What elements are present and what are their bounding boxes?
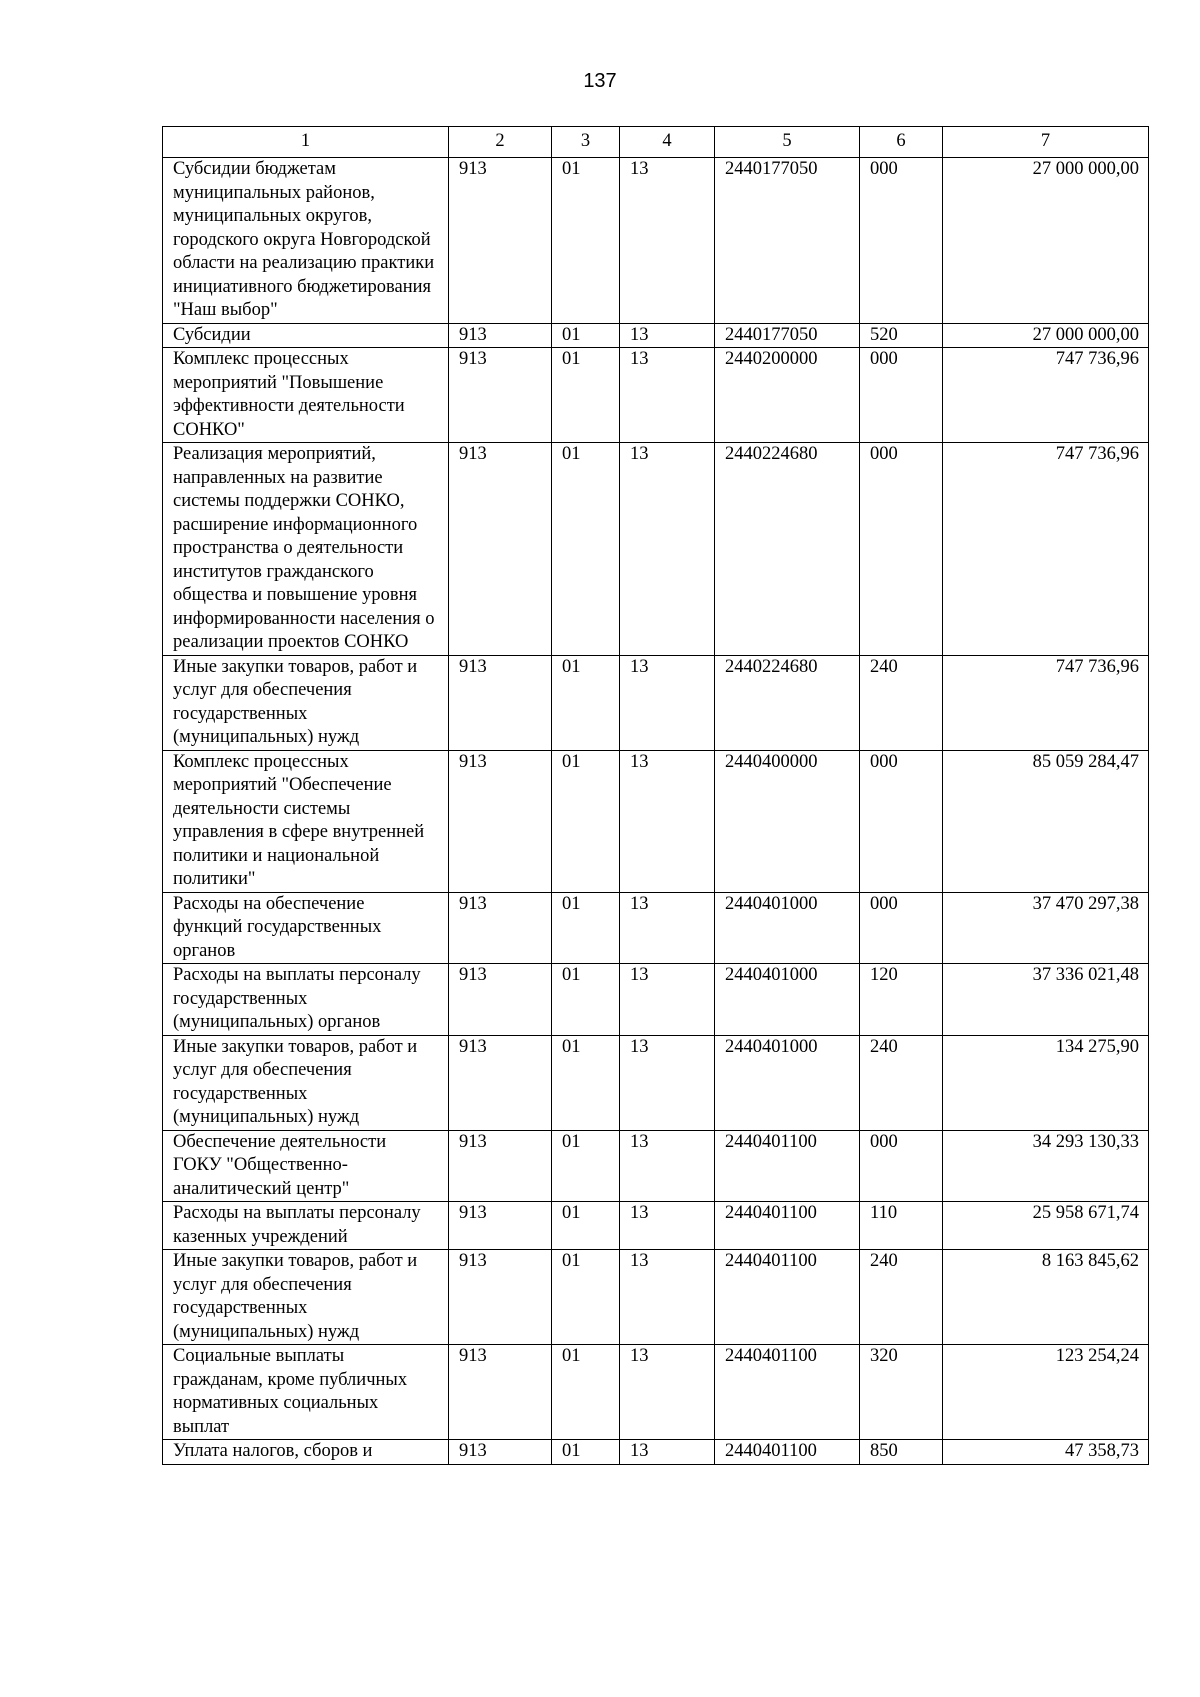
subsection-cell: 13	[620, 443, 715, 656]
target-article-cell: 2440200000	[715, 348, 860, 443]
budget-table	[162, 126, 1149, 1465]
row-name-cell: Иные закупки товаров, работ и услуг для обеспечения государственных (муниципальных) нужд	[163, 1250, 449, 1345]
row-name-cell: Реализация мероприятий, направленных на развитие системы поддержки СОНКО, расширение информационного пространства о деятельности институтов гражданского общества и повышение уровня информированности населения о реализации проектов СОНКО	[163, 443, 449, 656]
section-cell: 01	[552, 348, 620, 443]
subsection-cell: 13	[620, 158, 715, 324]
target-article-cell: 2440224680	[715, 655, 860, 750]
section-cell: 01	[552, 1035, 620, 1130]
subsection-cell: 13	[620, 655, 715, 750]
section-cell: 01	[552, 1202, 620, 1250]
expense-type-cell: 000	[860, 158, 943, 324]
code-cell: 913	[449, 1440, 552, 1465]
section-cell: 01	[552, 1130, 620, 1202]
amount-cell: 25 958 671,74	[943, 1202, 1149, 1250]
subsection-cell: 13	[620, 750, 715, 892]
target-article-cell: 2440224680	[715, 443, 860, 656]
expense-type-cell: 850	[860, 1440, 943, 1465]
column-header: 6	[860, 127, 943, 158]
row-name-cell: Иные закупки товаров, работ и услуг для обеспечения государственных (муниципальных) нужд	[163, 655, 449, 750]
subsection-cell: 13	[620, 1035, 715, 1130]
row-name-cell: Расходы на обеспечение функций государственных органов	[163, 892, 449, 964]
target-article-cell: 2440177050	[715, 158, 860, 324]
row-name-cell: Субсидии бюджетам муниципальных районов, муниципальных округов, городского округа Новгородской области на реализацию практики инициативного бюджетирования "Наш выбор"	[163, 158, 449, 324]
code-cell: 913	[449, 750, 552, 892]
amount-cell: 47 358,73	[943, 1440, 1149, 1465]
table-row	[163, 323, 1149, 348]
row-name-cell: Комплекс процессных мероприятий "Обеспечение деятельности системы управления в сфере внутренней политики и национальной политики"	[163, 750, 449, 892]
code-cell: 913	[449, 1345, 552, 1440]
row-name-cell: Иные закупки товаров, работ и услуг для обеспечения государственных (муниципальных) нужд	[163, 1035, 449, 1130]
table-row	[163, 750, 1149, 892]
expense-type-cell: 240	[860, 655, 943, 750]
row-name-cell: Уплата налогов, сборов и	[163, 1440, 449, 1465]
section-cell: 01	[552, 1440, 620, 1465]
expense-type-cell: 120	[860, 964, 943, 1036]
table-header-row	[163, 127, 1149, 158]
target-article-cell: 2440177050	[715, 323, 860, 348]
expense-type-cell: 000	[860, 443, 943, 656]
amount-cell: 37 336 021,48	[943, 964, 1149, 1036]
table-body	[163, 158, 1149, 1465]
table-row	[163, 348, 1149, 443]
amount-cell: 747 736,96	[943, 655, 1149, 750]
table-row	[163, 655, 1149, 750]
section-cell: 01	[552, 964, 620, 1036]
row-name-cell: Обеспечение деятельности ГОКУ "Общественно-аналитический центр"	[163, 1130, 449, 1202]
subsection-cell: 13	[620, 1130, 715, 1202]
row-name-cell: Расходы на выплаты персоналу казенных учреждений	[163, 1202, 449, 1250]
code-cell: 913	[449, 1130, 552, 1202]
amount-cell: 123 254,24	[943, 1345, 1149, 1440]
subsection-cell: 13	[620, 1440, 715, 1465]
expense-type-cell: 000	[860, 750, 943, 892]
target-article-cell: 2440401000	[715, 964, 860, 1036]
subsection-cell: 13	[620, 892, 715, 964]
code-cell: 913	[449, 323, 552, 348]
column-header: 7	[943, 127, 1149, 158]
table-row	[163, 892, 1149, 964]
target-article-cell: 2440401100	[715, 1130, 860, 1202]
section-cell: 01	[552, 323, 620, 348]
column-header: 3	[552, 127, 620, 158]
subsection-cell: 13	[620, 1345, 715, 1440]
expense-type-cell: 240	[860, 1250, 943, 1345]
amount-cell: 27 000 000,00	[943, 323, 1149, 348]
table-row	[163, 1035, 1149, 1130]
code-cell: 913	[449, 655, 552, 750]
target-article-cell: 2440401000	[715, 892, 860, 964]
table-row	[163, 1345, 1149, 1440]
expense-type-cell: 320	[860, 1345, 943, 1440]
subsection-cell: 13	[620, 1202, 715, 1250]
row-name-cell: Субсидии	[163, 323, 449, 348]
amount-cell: 747 736,96	[943, 443, 1149, 656]
row-name-cell: Комплекс процессных мероприятий "Повышение эффективности деятельности СОНКО"	[163, 348, 449, 443]
section-cell: 01	[552, 158, 620, 324]
code-cell: 913	[449, 1035, 552, 1130]
expense-type-cell: 240	[860, 1035, 943, 1130]
code-cell: 913	[449, 964, 552, 1036]
expense-type-cell: 520	[860, 323, 943, 348]
column-header: 2	[449, 127, 552, 158]
target-article-cell: 2440401100	[715, 1202, 860, 1250]
subsection-cell: 13	[620, 323, 715, 348]
subsection-cell: 13	[620, 348, 715, 443]
target-article-cell: 2440401000	[715, 1035, 860, 1130]
table-row	[163, 1250, 1149, 1345]
section-cell: 01	[552, 750, 620, 892]
row-name-cell: Социальные выплаты гражданам, кроме публичных нормативных социальных выплат	[163, 1345, 449, 1440]
expense-type-cell: 000	[860, 348, 943, 443]
column-header: 1	[163, 127, 449, 158]
target-article-cell: 2440401100	[715, 1250, 860, 1345]
code-cell: 913	[449, 1202, 552, 1250]
section-cell: 01	[552, 1345, 620, 1440]
code-cell: 913	[449, 348, 552, 443]
column-header: 4	[620, 127, 715, 158]
amount-cell: 747 736,96	[943, 348, 1149, 443]
target-article-cell: 2440400000	[715, 750, 860, 892]
row-name-cell: Расходы на выплаты персоналу государственных (муниципальных) органов	[163, 964, 449, 1036]
target-article-cell: 2440401100	[715, 1440, 860, 1465]
table-row	[163, 443, 1149, 656]
amount-cell: 85 059 284,47	[943, 750, 1149, 892]
expense-type-cell: 000	[860, 892, 943, 964]
table-row	[163, 964, 1149, 1036]
subsection-cell: 13	[620, 964, 715, 1036]
section-cell: 01	[552, 655, 620, 750]
section-cell: 01	[552, 1250, 620, 1345]
section-cell: 01	[552, 892, 620, 964]
amount-cell: 8 163 845,62	[943, 1250, 1149, 1345]
amount-cell: 34 293 130,33	[943, 1130, 1149, 1202]
amount-cell: 27 000 000,00	[943, 158, 1149, 324]
expense-type-cell: 000	[860, 1130, 943, 1202]
code-cell: 913	[449, 892, 552, 964]
table-row	[163, 1440, 1149, 1465]
amount-cell: 134 275,90	[943, 1035, 1149, 1130]
table-row	[163, 158, 1149, 324]
table-row	[163, 1202, 1149, 1250]
expense-type-cell: 110	[860, 1202, 943, 1250]
code-cell: 913	[449, 443, 552, 656]
code-cell: 913	[449, 1250, 552, 1345]
page-number: 137	[583, 70, 617, 92]
amount-cell: 37 470 297,38	[943, 892, 1149, 964]
column-header: 5	[715, 127, 860, 158]
target-article-cell: 2440401100	[715, 1345, 860, 1440]
table-row	[163, 1130, 1149, 1202]
section-cell: 01	[552, 443, 620, 656]
code-cell: 913	[449, 158, 552, 324]
subsection-cell: 13	[620, 1250, 715, 1345]
